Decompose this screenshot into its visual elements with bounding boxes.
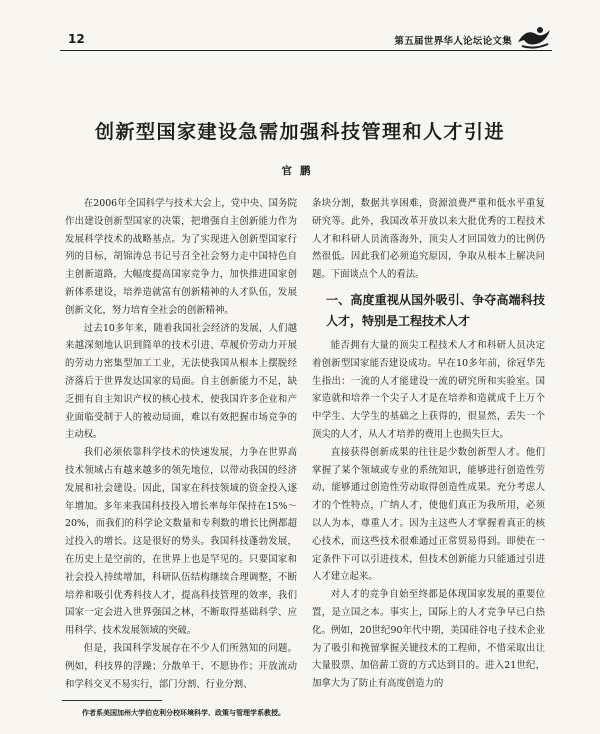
- right-column: [312, 195, 545, 693]
- body-paragraph: 过去10多年来，随着我国社会经济的发展，人们越来越深刻地认识到简单的技术引进、草履价劳动力开展的劳动力密集型加工工业，无法使我国从根本上摆脱经济落后于世界发达国家的局面。自主创新能力不足，缺乏拥有自主知识产权的核心技术，使我国许多企业和产业面临受制于人的被动局面，难以有效把握市场竞争的主动权。: [65, 322, 297, 441]
- body-paragraph: 但是，我国科学发展存在不少人们所熟知的问题。例如，科技界的浮躁；分散单干、不愿协作；开放流动和学科交叉不易实行，部门分割、行业分割、: [65, 642, 297, 690]
- body-paragraph: 对人才的竞争自始至终都是体现国家发展的重要位置，是立国之本。事实上，国际上的人才竞争早已白热化。例如，20世纪90年代中期，美国硅谷电子技术企业为了吸引和挽留掌握关键技术的工程师，不惜采取出让大量股票、加倍薪工资的方式达到目的。进入21世纪，加拿大为了防止有高度创造力的: [312, 589, 545, 690]
- section-heading: 一、高度重视从国外吸引、争夺高端科技人才，特别是工程技术人才: [326, 292, 545, 328]
- body-paragraph: 在2006年全国科学与技术大会上，党中央、国务院作出建设创新型国家的决策，把增强自主创新能力作为发展科学技术的战略基点。为了实现进入创新型国家行列的目标，胡锦涛总书记号召全社会努力走中国特色自主创新道路，大幅度提高国家竞争力，加快推进国家创新体系建设，培养造就富有创新精神的人才队伍，发展创新文化，努力培育全社会的创新精神。: [65, 198, 297, 316]
- author-footnote: 作者系美国加州大学伯克利分校环境科学、政策与管理学系教授。: [82, 708, 285, 717]
- series-title: 第五届世界华人论坛论文集: [394, 36, 512, 47]
- page-number: 12: [68, 32, 85, 46]
- article-author: 官鹏: [281, 165, 319, 177]
- article-title: 创新型国家建设急需加强科技管理和人才引进: [94, 121, 505, 143]
- left-column: [65, 195, 297, 693]
- header-rule: [60, 50, 552, 51]
- footnote-rule: [62, 700, 162, 701]
- body-paragraph: 直接获得创新成果的往往是少数创新型人才。他们掌握了某个领域或专业的系统知识，能够进行创造性劳动，能够通过创造性劳动取得创造性成果。充分考虑人才的个性特点，广纳人才，使他们真正为我所用，必须以人为本，尊重人才。因为主这些人才掌握着真正的核心技术，而这些技术很难通过正常贸易得到。即使在一定条件下可以引进技术，但技术创新能力只能通过引进人才建立起来。: [312, 446, 545, 583]
- body-paragraph: 条块分割，数据共享困难，资源浪费严重和低水平重复研究等。此外，我国改革开放以来大批优秀的工程技术人才和科研人员流落海外，顶尖人才回国效力的比例仍然很低。因此我们必须追究原因，争取从根本上解决问题。下面谈点个人的看法。: [312, 198, 545, 281]
- forum-logo-icon: [516, 24, 552, 50]
- body-paragraph: 我们必须依靠科学技术的快速发展，力争在世界高技术领域占有越来越多的领先地位，以带动我国的经济发展和社会建设。因此，国家在科技领域的资金投入逐年增加。多年来我国科技投入增长率每年保持在15%～20%，而我们的科学论文数量和专利数的增长比例都超过投入的增长。这是很好的势头。我国科技蓬勃发展，在历史上是空前的，在世界上也是罕见的。只要国家和社会投入持续增加，科研队伍结构继续合理调整，不断培养和吸引优秀科技人才，提高科技管理的效率，我们国家一定会进入世界强国之林，不断取得基础科学、应用科学、技术发展领域的突破。: [65, 447, 297, 637]
- page-header: [60, 28, 552, 50]
- body-paragraph: 能否拥有大量的顶尖工程技术人才和科研人员决定着创新型国家能否建设成功。早在10多年前，徐冠华先生指出：一流的人才能建设一流的研究所和实验室。国家造就和培养一个尖子人才是在培养和造就成千上万个中学生、大学生的基础之上获得的，很显然，丢失一个顶尖的人才，从人才培养的费用上也损失巨大。: [312, 339, 545, 440]
